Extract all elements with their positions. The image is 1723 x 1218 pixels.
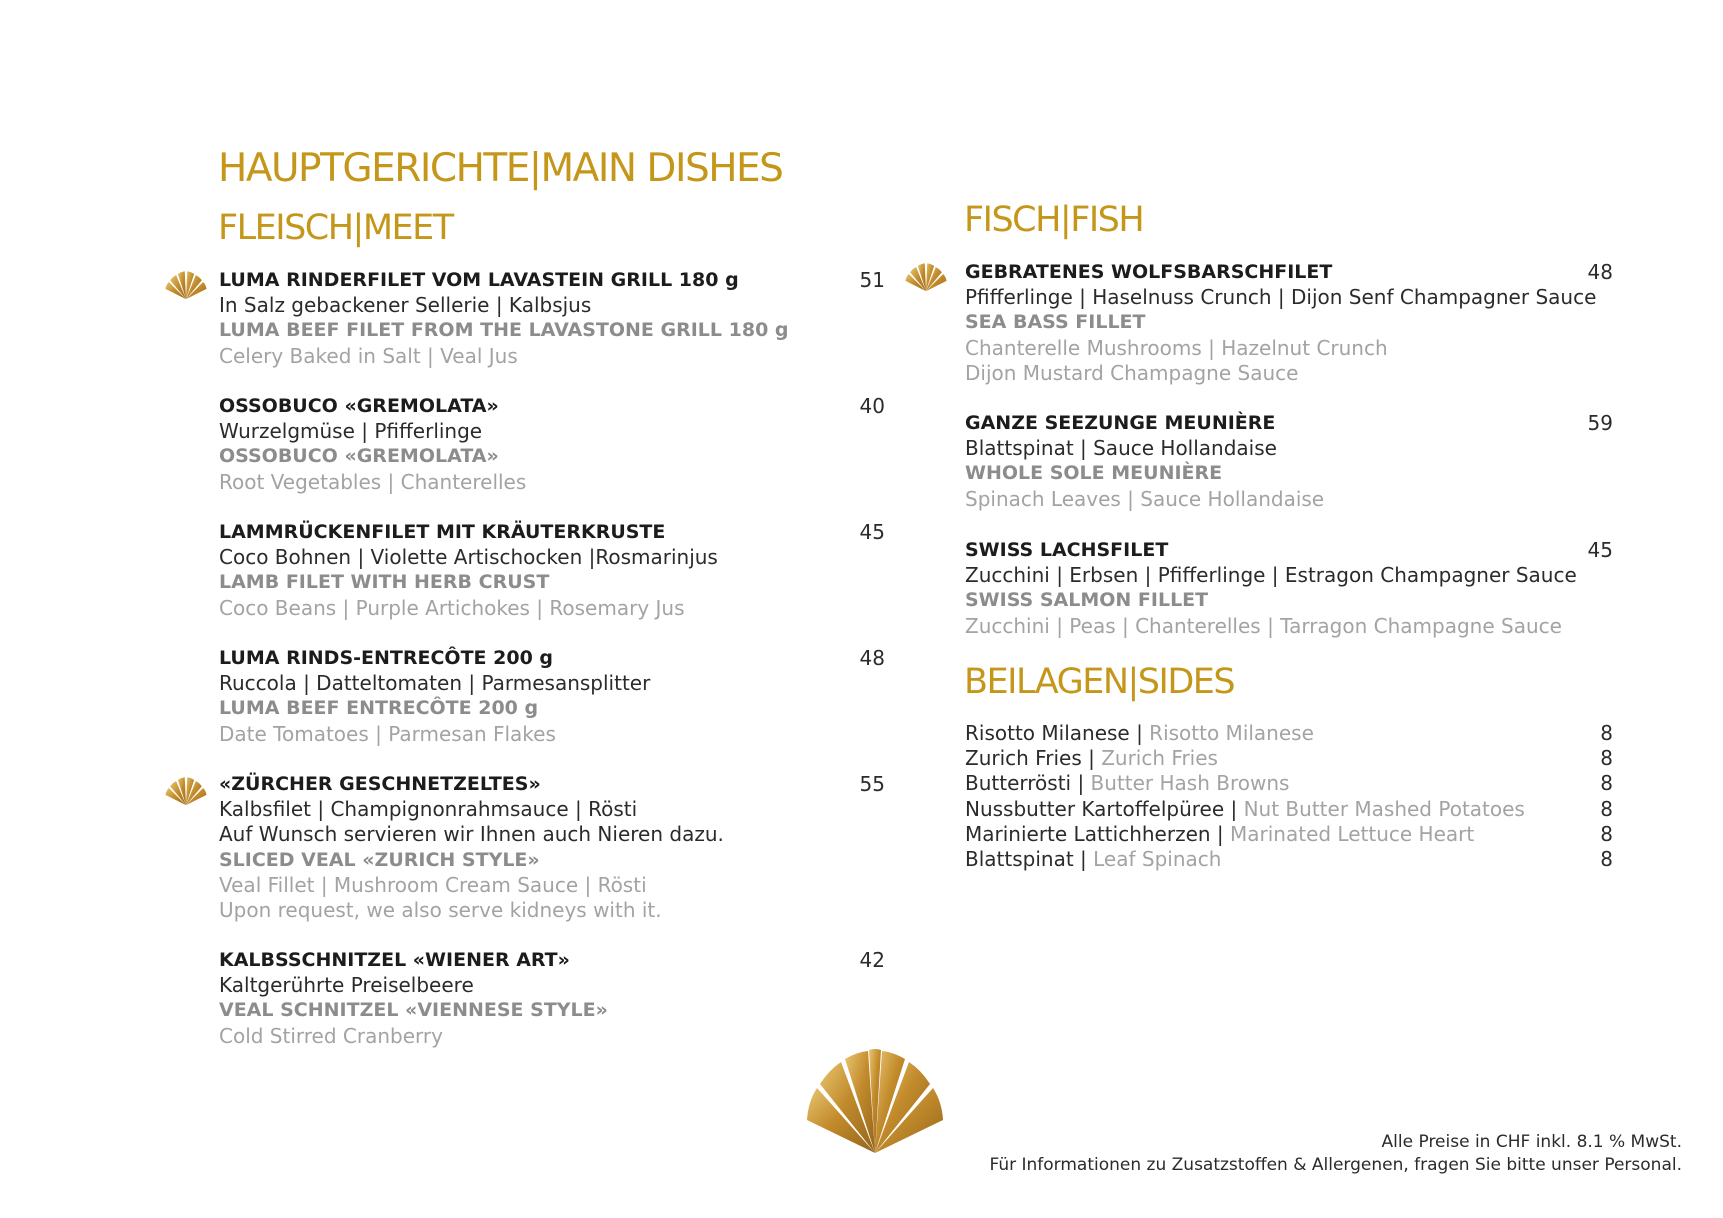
dish-desc-de: Zucchini | Erbsen | Pfifferlinge | Estragon Champagner Sauce bbox=[965, 563, 1577, 588]
side-name-en: Risotto Milanese bbox=[1149, 721, 1314, 745]
side-price: 8 bbox=[1600, 771, 1613, 796]
dish-desc-en: Root Vegetables | Chanterelles bbox=[219, 469, 527, 494]
menu-item bbox=[965, 260, 1613, 386]
dish-price: 45 bbox=[1587, 538, 1613, 562]
sides-list bbox=[965, 721, 1613, 872]
section-heading-sides: BEILAGEN|SIDES bbox=[964, 662, 1235, 702]
dish-desc-en: Veal Fillet | Mushroom Cream Sauce | Rösti bbox=[219, 872, 647, 897]
menu-item bbox=[219, 520, 885, 621]
side-separator: | bbox=[1210, 821, 1230, 846]
dish-name-en: SWISS SALMON FILLET bbox=[965, 589, 1209, 612]
side-item bbox=[965, 721, 1613, 746]
shell-logo-icon bbox=[805, 1036, 945, 1154]
side-separator: | bbox=[1081, 746, 1102, 771]
side-separator: | bbox=[1071, 771, 1091, 796]
side-item bbox=[965, 797, 1613, 822]
side-item bbox=[965, 771, 1613, 796]
gold-shell-icon bbox=[903, 262, 949, 292]
side-name-de: Marinierte Lattichherzen bbox=[965, 821, 1211, 846]
side-name-de: Nussbutter Kartoffelpüree bbox=[965, 796, 1225, 821]
dish-name-de: OSSOBUCO «GREMOLATA» bbox=[219, 395, 499, 417]
dish-name-de: SWISS LACHSFILET bbox=[965, 539, 1169, 561]
dish-note-en: Upon request, we also serve kidneys with it. bbox=[219, 898, 662, 923]
footer-price-note: Alle Preise in CHF inkl. 8.1 % MwSt. bbox=[1381, 1132, 1682, 1152]
dish-desc-de: Coco Bohnen | Violette Artischocken |Rosmarinjus bbox=[219, 545, 718, 570]
dish-desc-en: Date Tomatoes | Parmesan Flakes bbox=[219, 721, 556, 746]
menu-item bbox=[219, 394, 885, 495]
side-price: 8 bbox=[1600, 721, 1613, 745]
side-name-en: Marinated Lettuce Heart bbox=[1230, 821, 1475, 846]
dish-desc-de: Kalbsfilet | Champignonrahmsauce | Rösti bbox=[219, 797, 638, 822]
dish-desc-en: Cold Stirred Cranberry bbox=[219, 1023, 443, 1048]
dish-desc-de: In Salz gebackener Sellerie | Kalbsjus bbox=[219, 293, 592, 318]
menu-item bbox=[219, 772, 885, 923]
dish-name-en: LUMA BEEF ENTRECÔTE 200 g bbox=[219, 697, 539, 720]
side-name-de: Butterrösti bbox=[965, 771, 1072, 796]
dish-price: 51 bbox=[859, 268, 885, 292]
dish-desc-de: Wurzelgmüse | Pfifferlinge bbox=[219, 419, 483, 444]
menu-item bbox=[965, 411, 1613, 512]
dish-name-en: OSSOBUCO «GREMOLATA» bbox=[219, 445, 499, 468]
dish-price: 48 bbox=[859, 646, 885, 670]
dish-name-en: SEA BASS FILLET bbox=[965, 311, 1146, 334]
dish-desc-de: Pfifferlinge | Haselnuss Crunch | Dijon Senf Champagner Sauce bbox=[965, 285, 1597, 310]
dish-desc-en: Celery Baked in Salt | Veal Jus bbox=[219, 343, 518, 368]
side-separator: | bbox=[1073, 847, 1094, 872]
side-name-en: Leaf Spinach bbox=[1093, 847, 1222, 872]
footer-allergen-note: Für Informationen zu Zusatzstoffen & Allergenen, fragen Sie bitte unser Personal. bbox=[989, 1155, 1682, 1175]
dish-desc-en: Coco Beans | Purple Artichokes | Rosemary Jus bbox=[219, 595, 685, 620]
dish-desc-en-2: Dijon Mustard Champagne Sauce bbox=[965, 360, 1299, 385]
side-price: 8 bbox=[1600, 847, 1613, 872]
gold-shell-icon bbox=[163, 776, 209, 806]
page-title: HAUPTGERICHTE|MAIN DISHES bbox=[218, 146, 783, 191]
side-item bbox=[965, 847, 1613, 872]
footer-notes bbox=[989, 1131, 1682, 1177]
side-name-en: Nut Butter Mashed Potatoes bbox=[1243, 796, 1525, 821]
side-separator: | bbox=[1129, 721, 1150, 745]
dish-name-en: WHOLE SOLE MEUNIÈRE bbox=[965, 462, 1223, 485]
dish-name-en: SLICED VEAL «ZURICH STYLE» bbox=[219, 848, 540, 871]
side-separator: | bbox=[1224, 796, 1244, 821]
side-name-de: Zurich Fries bbox=[965, 746, 1082, 771]
dish-name-de: GEBRATENES WOLFSBARSCHFILET bbox=[965, 261, 1333, 283]
dish-note-de: Auf Wunsch servieren wir Ihnen auch Nieren dazu. bbox=[219, 822, 724, 847]
dish-desc-de: Ruccola | Datteltomaten | Parmesansplitter bbox=[219, 671, 651, 696]
dish-price: 59 bbox=[1587, 411, 1613, 435]
dish-name-en: LUMA BEEF FILET FROM THE LAVASTONE GRILL 180 g bbox=[219, 319, 789, 342]
menu-item bbox=[219, 948, 885, 1049]
dish-name-de: KALBSSCHNITZEL «WIENER ART» bbox=[219, 949, 570, 971]
dish-price: 55 bbox=[859, 772, 885, 796]
dish-price: 45 bbox=[859, 520, 885, 544]
dish-name-de: GANZE SEEZUNGE MEUNIÈRE bbox=[965, 412, 1276, 434]
side-price: 8 bbox=[1600, 821, 1613, 846]
dish-desc-en: Chanterelle Mushrooms | Hazelnut Crunch bbox=[965, 335, 1388, 360]
menu-item bbox=[965, 538, 1613, 639]
dish-price: 40 bbox=[859, 394, 885, 418]
dish-desc-en: Spinach Leaves | Sauce Hollandaise bbox=[965, 486, 1325, 511]
dish-desc-en: Zucchini | Peas | Chanterelles | Tarragon Champagne Sauce bbox=[965, 613, 1562, 638]
side-price: 8 bbox=[1600, 796, 1613, 821]
gold-shell-icon bbox=[163, 270, 209, 300]
dish-price: 48 bbox=[1587, 260, 1613, 284]
side-price: 8 bbox=[1600, 746, 1613, 771]
dish-name-de: «ZÜRCHER GESCHNETZELTES» bbox=[219, 773, 541, 795]
dish-name-en: VEAL SCHNITZEL «VIENNESE STYLE» bbox=[219, 999, 608, 1022]
dish-name-de: LUMA RINDS-ENTRECÔTE 200 g bbox=[219, 647, 554, 669]
side-name-de: Risotto Milanese bbox=[965, 721, 1130, 745]
side-name-en: Butter Hash Browns bbox=[1090, 771, 1290, 796]
side-item bbox=[965, 746, 1613, 771]
menu-item bbox=[219, 268, 885, 369]
dish-name-de: LUMA RINDERFILET VOM LAVASTEIN GRILL 180 g bbox=[219, 269, 739, 291]
dish-desc-de: Blattspinat | Sauce Hollandaise bbox=[965, 436, 1277, 461]
section-heading-fish: FISCH|FISH bbox=[964, 200, 1144, 240]
side-item bbox=[965, 822, 1613, 847]
dish-name-en: LAMB FILET WITH HERB CRUST bbox=[219, 571, 550, 594]
menu-item bbox=[219, 646, 885, 747]
section-heading-meat: FLEISCH|MEET bbox=[218, 208, 453, 248]
side-name-de: Blattspinat bbox=[965, 847, 1074, 872]
side-name-en: Zurich Fries bbox=[1101, 746, 1218, 771]
dish-name-de: LAMMRÜCKENFILET MIT KRÄUTERKRUSTE bbox=[219, 521, 666, 543]
dish-price: 42 bbox=[859, 948, 885, 972]
dish-desc-de: Kaltgerührte Preiselbeere bbox=[219, 973, 474, 998]
